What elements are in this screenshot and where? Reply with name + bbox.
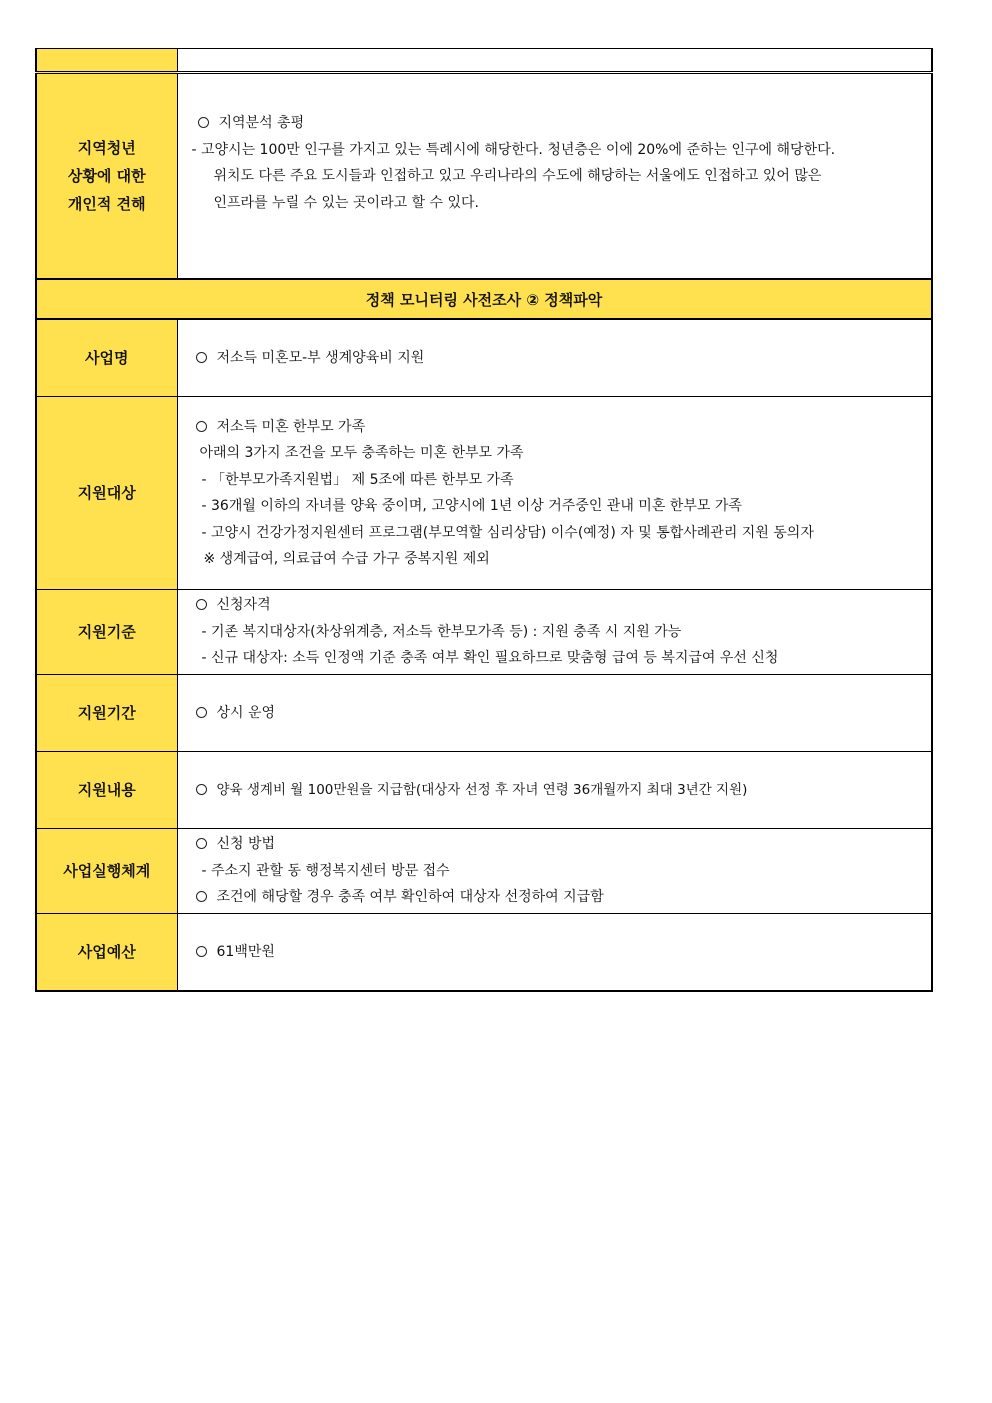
target-row	[36, 397, 932, 590]
business-name-value: 저소득 미혼모-부 생계양육비 지원	[216, 349, 425, 366]
criteria-line: - 기존 복지대상자(차상위계층, 저소득 한부모가족 등) : 지원 충족 시 지원 가능	[201, 623, 682, 640]
target-line: - 36개월 이하의 자녀를 양육 중이며, 고양시에 1년 이상 거주중인 관내 미혼 한부모 가족	[201, 498, 742, 514]
criteria-line: - 신규 대상자: 소득 인정액 기준 충족 여부 확인 필요하므로 맞춤형 급여 등 복지급여 우선 신청	[201, 650, 779, 667]
budget-body	[177, 914, 932, 992]
period-row	[36, 675, 932, 752]
target-line: 아래의 3가지 조건을 모두 충족하는 미혼 한부모 가족	[199, 445, 524, 461]
opinion-line: - 고양시는 100만 인구를 가지고 있는 특례시에 해당한다. 청년층은 이에 20%에 준하는 인구에 해당한다.	[191, 141, 836, 158]
budget-row	[36, 914, 932, 992]
circle-bullet-icon	[196, 421, 207, 432]
criteria-body: 신청자격 - 기존 복지대상자(차상위계층, 저소득 한부모가족 등) : 지원 충족 시 지원 가능 - 신규 대상자: 소득 인정액 기준 충족 여부 확인 필요하므로 맞춤형 급여 등 복지급여 우선 신청	[177, 590, 932, 675]
opinion-line: 인프라를 누릴 수 있는 곳이라고 할 수 있다.	[213, 194, 480, 211]
content-label: 지원내용	[36, 752, 177, 829]
content-body	[177, 752, 932, 829]
opinion-bullet: 지역분석 총평	[190, 110, 932, 137]
system-row	[36, 829, 932, 914]
circle-bullet-icon	[196, 707, 207, 718]
business-name-row	[36, 319, 932, 397]
policy-table	[35, 48, 933, 992]
content-row	[36, 752, 932, 829]
business-name-label: 사업명	[36, 319, 177, 397]
top-header-cell	[36, 49, 177, 73]
criteria-label: 지원기준	[36, 590, 177, 675]
budget-label: 사업예산	[36, 914, 177, 992]
budget-value: 61백만원	[216, 943, 275, 960]
target-line: ※ 생계급여, 의료급여 수급 가구 중복지원 제외	[203, 551, 490, 567]
target-body: 저소득 미혼 한부모 가족 아래의 3가지 조건을 모두 충족하는 미혼 한부모 가족 - 「한부모가족지원법」 제 5조에 따른 한부모 가족 - 36개월 이하의 자녀를 양육 중이며, 고양시에 1년 이상 거주중인 관내 미혼 한부모 가족 - 고양시 건강가정지원센터 프로그램(부모역할 심리상담) 이수(예정) 자 및 통합사례관리 지원 동의자 ※ 생계급여, 의료급여 수급 가구 중복지원 제외	[177, 397, 932, 590]
period-body	[177, 675, 932, 752]
system-body: 신청 방법 - 주소지 관할 동 행정복지센터 방문 접수 조건에 해당할 경우 충족 여부 확인하여 대상자 선정하여 지급함	[177, 829, 932, 914]
circle-bullet-icon	[196, 838, 207, 849]
circle-bullet-icon	[196, 946, 207, 957]
top-body-cell	[177, 49, 932, 73]
system-label: 사업실행체계	[36, 829, 177, 914]
circle-bullet-icon	[198, 117, 209, 128]
circle-bullet-icon	[196, 599, 207, 610]
period-value: 상시 운영	[216, 704, 276, 721]
opinion-body	[177, 73, 932, 280]
table-top-row	[36, 49, 932, 73]
opinion-label: 지역청년 상황에 대한 개인적 견해	[36, 73, 177, 280]
circle-bullet-icon	[196, 891, 207, 902]
circle-bullet-icon	[196, 784, 207, 795]
circle-bullet-icon	[196, 352, 207, 363]
section-row	[36, 279, 932, 319]
period-label: 지원기간	[36, 675, 177, 752]
criteria-row	[36, 590, 932, 675]
opinion-row	[36, 73, 932, 280]
section-title: 정책 모니터링 사전조사 ② 정책파악	[36, 279, 932, 319]
content-value: 양육 생계비 월 100만원을 지급함(대상자 선정 후 자녀 연령 36개월까지 최대 3년간 지원)	[216, 781, 748, 798]
target-label: 지원대상	[36, 397, 177, 590]
opinion-line: 위치도 다른 주요 도시들과 인접하고 있고 우리나라의 수도에 해당하는 서울에도 인접하고 있어 많은	[213, 168, 822, 184]
target-line: - 「한부모가족지원법」 제 5조에 따른 한부모 가족	[201, 471, 514, 488]
business-name-body	[177, 319, 932, 397]
target-line: - 고양시 건강가정지원센터 프로그램(부모역할 심리상담) 이수(예정) 자 및 통합사례관리 지원 동의자	[201, 524, 814, 541]
system-line: - 주소지 관할 동 행정복지센터 방문 접수	[201, 862, 450, 879]
